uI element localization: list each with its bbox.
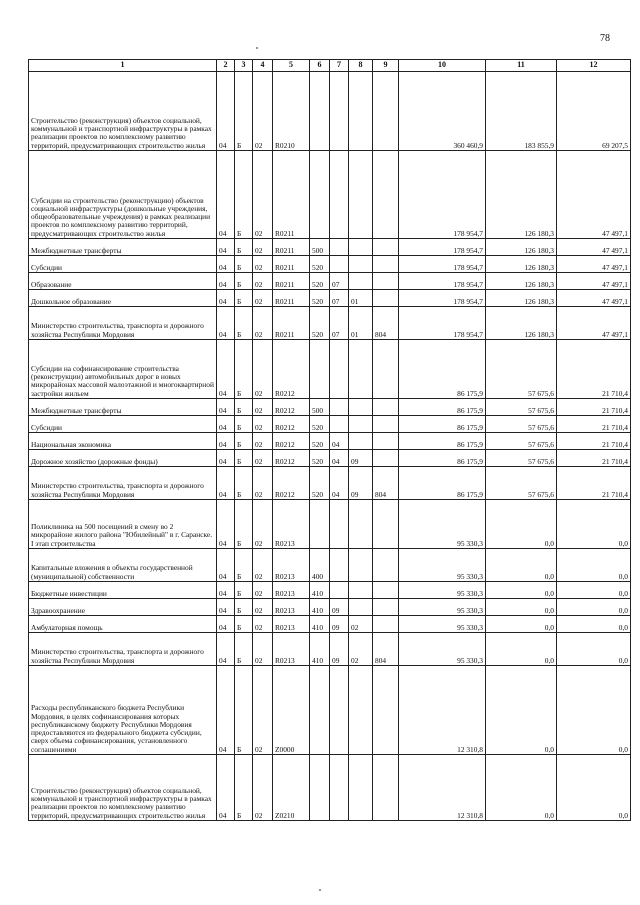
code-cell — [310, 72, 330, 151]
code-cell — [373, 72, 399, 151]
amount-cell: 57 675,6 — [486, 467, 557, 500]
code-cell: 02 — [253, 307, 273, 340]
row-label: Субсидии на софинансирование строительства (реконструкции) автомобильных дорог в новых микрорайонах массовой малоэтажной и многоквартирной застройки жильем — [29, 340, 217, 399]
code-cell: 02 — [253, 599, 273, 616]
row-label: Межбюджетные трансферты — [29, 399, 217, 416]
code-cell: 02 — [253, 416, 273, 433]
code-cell: 04 — [217, 399, 235, 416]
code-cell: Б — [235, 549, 253, 582]
code-cell: 02 — [253, 666, 273, 755]
code-cell: 09 — [330, 633, 349, 666]
row-label: Здравоохранение — [29, 599, 217, 616]
code-cell: 520 — [310, 273, 330, 290]
col-header: 10 — [399, 60, 486, 72]
amount-cell: 57 675,6 — [486, 399, 557, 416]
code-cell: 04 — [217, 273, 235, 290]
code-cell — [330, 340, 349, 399]
code-cell: 04 — [330, 467, 349, 500]
table-row — [29, 633, 631, 666]
code-cell: 02 — [253, 290, 273, 307]
code-cell: 04 — [217, 755, 235, 821]
code-cell: 04 — [217, 616, 235, 633]
row-label: Бюджетные инвестиции — [29, 582, 217, 599]
col-header: 8 — [349, 60, 373, 72]
code-cell — [330, 582, 349, 599]
amount-cell: 95 330,3 — [399, 549, 486, 582]
code-cell: Б — [235, 633, 253, 666]
amount-cell: 57 675,6 — [486, 433, 557, 450]
row-label: Национальная экономика — [29, 433, 217, 450]
code-cell: 04 — [330, 433, 349, 450]
code-cell — [349, 433, 373, 450]
code-cell: 410 — [310, 599, 330, 616]
amount-cell: 178 954,7 — [399, 290, 486, 307]
amount-cell: 0,0 — [557, 633, 631, 666]
code-cell — [330, 256, 349, 273]
code-cell: 09 — [330, 599, 349, 616]
table-row — [29, 433, 631, 450]
code-cell — [330, 239, 349, 256]
code-cell: 04 — [217, 549, 235, 582]
code-cell: R0212 — [273, 340, 310, 399]
code-cell — [330, 549, 349, 582]
code-cell: 04 — [217, 666, 235, 755]
code-cell: Б — [235, 500, 253, 549]
code-cell — [330, 399, 349, 416]
amount-cell: 47 497,1 — [557, 239, 631, 256]
row-label: Поликлиника на 500 посещений в смену во 2 микрорайоне жилого района "Юбилейный" в г. Саранске. I этап строительства — [29, 500, 217, 549]
code-cell — [373, 433, 399, 450]
table-row — [29, 450, 631, 467]
amount-cell: 86 175,9 — [399, 416, 486, 433]
budget-table — [28, 59, 631, 821]
code-cell — [330, 72, 349, 151]
table-row — [29, 467, 631, 500]
amount-cell: 360 460,9 — [399, 72, 486, 151]
row-label: Строительство (реконструкция) объектов социальной, коммунальной и транспортной инфраструктуры в рамках реализации проектов по комплексному развитию территорий, предусматривающих строительство жилья — [29, 72, 217, 151]
code-cell: 520 — [310, 290, 330, 307]
code-cell: R0212 — [273, 467, 310, 500]
code-cell — [349, 72, 373, 151]
code-cell: 520 — [310, 256, 330, 273]
amount-cell: 21 710,4 — [557, 433, 631, 450]
col-header: 6 — [310, 60, 330, 72]
amount-cell: 0,0 — [557, 549, 631, 582]
code-cell: 02 — [253, 467, 273, 500]
col-header: 2 — [217, 60, 235, 72]
code-cell — [330, 666, 349, 755]
code-cell: R0213 — [273, 582, 310, 599]
code-cell: 07 — [330, 307, 349, 340]
code-cell: Б — [235, 340, 253, 399]
table-row — [29, 582, 631, 599]
code-cell: Б — [235, 433, 253, 450]
code-cell: Б — [235, 256, 253, 273]
table-row — [29, 273, 631, 290]
scan-speck — [319, 889, 321, 891]
amount-cell: 86 175,9 — [399, 433, 486, 450]
code-cell: 02 — [253, 755, 273, 821]
code-cell: 520 — [310, 467, 330, 500]
code-cell — [373, 151, 399, 239]
table-row — [29, 755, 631, 821]
row-label: Строительство (реконструкция) объектов социальной, коммунальной и транспортной инфраструктуры в рамках реализации проектов по комплексному развитию территорий, предусматривающих строительство жилья — [29, 755, 217, 821]
amount-cell: 12 310,8 — [399, 755, 486, 821]
code-cell — [310, 500, 330, 549]
table-row — [29, 416, 631, 433]
code-cell: R0211 — [273, 290, 310, 307]
table-row — [29, 549, 631, 582]
code-cell: 02 — [253, 616, 273, 633]
amount-cell: 12 310,8 — [399, 666, 486, 755]
amount-cell: 0,0 — [486, 582, 557, 599]
code-cell: 02 — [349, 633, 373, 666]
table-row — [29, 307, 631, 340]
code-cell: Б — [235, 399, 253, 416]
row-label: Капитальные вложения в объекты государственной (муниципальной) собственности — [29, 549, 217, 582]
code-cell — [330, 500, 349, 549]
code-cell: Б — [235, 582, 253, 599]
col-header: 9 — [373, 60, 399, 72]
code-cell — [349, 416, 373, 433]
amount-cell: 57 675,6 — [486, 450, 557, 467]
row-label: Министерство строительства, транспорта и дорожного хозяйства Республики Мордовия — [29, 307, 217, 340]
amount-cell: 126 180,3 — [486, 239, 557, 256]
code-cell: Б — [235, 307, 253, 340]
code-cell: 04 — [217, 239, 235, 256]
code-cell: 02 — [253, 500, 273, 549]
code-cell: 04 — [217, 582, 235, 599]
amount-cell: 178 954,7 — [399, 256, 486, 273]
amount-cell: 0,0 — [557, 755, 631, 821]
code-cell — [373, 549, 399, 582]
code-cell: 410 — [310, 582, 330, 599]
code-cell: 09 — [349, 450, 373, 467]
code-cell — [373, 500, 399, 549]
code-cell: R0211 — [273, 151, 310, 239]
amount-cell: 126 180,3 — [486, 256, 557, 273]
code-cell — [349, 500, 373, 549]
code-cell: 01 — [349, 290, 373, 307]
code-cell: 02 — [253, 72, 273, 151]
code-cell — [310, 340, 330, 399]
code-cell: 02 — [349, 616, 373, 633]
scan-speck — [256, 47, 258, 49]
code-cell: R0213 — [273, 616, 310, 633]
code-cell — [349, 666, 373, 755]
code-cell — [373, 239, 399, 256]
code-cell: 02 — [253, 256, 273, 273]
code-cell — [349, 599, 373, 616]
amount-cell: 126 180,3 — [486, 151, 557, 239]
code-cell: 04 — [217, 467, 235, 500]
code-cell — [349, 755, 373, 821]
amount-cell: 0,0 — [486, 500, 557, 549]
code-cell — [373, 340, 399, 399]
amount-cell: 47 497,1 — [557, 151, 631, 239]
amount-cell: 21 710,4 — [557, 340, 631, 399]
code-cell: 02 — [253, 239, 273, 256]
row-label: Субсидии на строительство (реконструкцию) объектов социальной инфраструктуры (дошкольные учреждения, общеобразовательные учреждения) в рамках реализации проектов по комплексному развитию территорий, предусматривающих строительство жилья — [29, 151, 217, 239]
code-cell: 04 — [217, 72, 235, 151]
code-cell — [349, 273, 373, 290]
code-cell: 804 — [373, 307, 399, 340]
code-cell: 804 — [373, 633, 399, 666]
code-cell — [373, 290, 399, 307]
amount-cell: 0,0 — [486, 633, 557, 666]
amount-cell: 0,0 — [486, 549, 557, 582]
code-cell: 04 — [217, 500, 235, 549]
row-label: Амбулаторная помощь — [29, 616, 217, 633]
code-cell: 02 — [253, 433, 273, 450]
amount-cell: 0,0 — [557, 666, 631, 755]
table-row — [29, 290, 631, 307]
code-cell: Б — [235, 616, 253, 633]
code-cell — [349, 151, 373, 239]
amount-cell: 86 175,9 — [399, 399, 486, 416]
code-cell: 04 — [217, 433, 235, 450]
code-cell: 07 — [330, 273, 349, 290]
code-cell: 07 — [330, 290, 349, 307]
code-cell: 520 — [310, 433, 330, 450]
amount-cell: 0,0 — [486, 616, 557, 633]
code-cell: 02 — [253, 399, 273, 416]
code-cell — [330, 755, 349, 821]
col-header: 12 — [557, 60, 631, 72]
code-cell — [373, 256, 399, 273]
code-cell: Б — [235, 239, 253, 256]
col-header: 5 — [273, 60, 310, 72]
amount-cell: 178 954,7 — [399, 151, 486, 239]
code-cell — [349, 399, 373, 416]
amount-cell: 86 175,9 — [399, 467, 486, 500]
row-label: Субсидии — [29, 256, 217, 273]
code-cell — [373, 273, 399, 290]
code-cell: 04 — [217, 599, 235, 616]
amount-cell: 21 710,4 — [557, 399, 631, 416]
amount-cell: 0,0 — [486, 666, 557, 755]
code-cell: R0210 — [273, 72, 310, 151]
col-header: 1 — [29, 60, 217, 72]
amount-cell: 178 954,7 — [399, 307, 486, 340]
code-cell: R0212 — [273, 433, 310, 450]
amount-cell: 95 330,3 — [399, 500, 486, 549]
code-cell: Б — [235, 290, 253, 307]
code-cell: 01 — [349, 307, 373, 340]
code-cell: 02 — [253, 582, 273, 599]
code-cell: 02 — [253, 549, 273, 582]
amount-cell: 95 330,3 — [399, 599, 486, 616]
code-cell — [349, 340, 373, 399]
col-header: 11 — [486, 60, 557, 72]
amount-cell: 95 330,3 — [399, 616, 486, 633]
amount-cell: 57 675,6 — [486, 340, 557, 399]
code-cell: 520 — [310, 416, 330, 433]
code-cell: Б — [235, 273, 253, 290]
table-row — [29, 151, 631, 239]
amount-cell: 47 497,1 — [557, 273, 631, 290]
code-cell — [349, 549, 373, 582]
code-cell — [373, 666, 399, 755]
amount-cell: 47 497,1 — [557, 256, 631, 273]
amount-cell: 95 330,3 — [399, 633, 486, 666]
code-cell: R0213 — [273, 599, 310, 616]
table-row — [29, 500, 631, 549]
amount-cell: 21 710,4 — [557, 450, 631, 467]
code-cell: 04 — [217, 290, 235, 307]
code-cell: 02 — [253, 273, 273, 290]
row-label: Дорожное хозяйство (дорожные фонды) — [29, 450, 217, 467]
code-cell: Б — [235, 599, 253, 616]
col-header: 4 — [253, 60, 273, 72]
amount-cell: 57 675,6 — [486, 416, 557, 433]
table-row — [29, 72, 631, 151]
amount-cell: 178 954,7 — [399, 273, 486, 290]
code-cell: R0213 — [273, 633, 310, 666]
code-cell — [349, 239, 373, 256]
code-cell: R0213 — [273, 549, 310, 582]
amount-cell: 178 954,7 — [399, 239, 486, 256]
amount-cell: 47 497,1 — [557, 290, 631, 307]
amount-cell: 0,0 — [486, 599, 557, 616]
code-cell: 04 — [217, 450, 235, 467]
table-row — [29, 239, 631, 256]
code-cell — [373, 399, 399, 416]
row-label: Образование — [29, 273, 217, 290]
code-cell — [330, 151, 349, 239]
code-cell: R0211 — [273, 239, 310, 256]
code-cell: Б — [235, 416, 253, 433]
row-label: Министерство строительства, транспорта и дорожного хозяйства Республики Мордовия — [29, 633, 217, 666]
col-header: 3 — [235, 60, 253, 72]
code-cell: R0211 — [273, 273, 310, 290]
code-cell: 02 — [253, 450, 273, 467]
code-cell: R0212 — [273, 416, 310, 433]
page-number: 78 — [600, 33, 610, 44]
col-header: 7 — [330, 60, 349, 72]
column-number-header — [29, 60, 631, 72]
code-cell: 04 — [217, 256, 235, 273]
amount-cell: 183 855,9 — [486, 72, 557, 151]
code-cell: 04 — [330, 450, 349, 467]
table-row — [29, 340, 631, 399]
table-row — [29, 256, 631, 273]
code-cell — [330, 416, 349, 433]
code-cell — [310, 151, 330, 239]
table-row — [29, 599, 631, 616]
amount-cell: 95 330,3 — [399, 582, 486, 599]
table-row — [29, 399, 631, 416]
amount-cell: 69 207,5 — [557, 72, 631, 151]
amount-cell: 21 710,4 — [557, 416, 631, 433]
code-cell: 04 — [217, 340, 235, 399]
code-cell — [373, 582, 399, 599]
row-label: Межбюджетные трансферты — [29, 239, 217, 256]
code-cell: 04 — [217, 633, 235, 666]
code-cell: Б — [235, 72, 253, 151]
amount-cell: 86 175,9 — [399, 340, 486, 399]
code-cell: R0211 — [273, 307, 310, 340]
code-cell: 520 — [310, 307, 330, 340]
amount-cell: 21 710,4 — [557, 467, 631, 500]
amount-cell: 0,0 — [557, 599, 631, 616]
code-cell — [310, 755, 330, 821]
amount-cell: 86 175,9 — [399, 450, 486, 467]
code-cell: 04 — [217, 307, 235, 340]
amount-cell: 126 180,3 — [486, 307, 557, 340]
code-cell: Б — [235, 151, 253, 239]
code-cell: Б — [235, 666, 253, 755]
amount-cell: 126 180,3 — [486, 273, 557, 290]
code-cell: Z0000 — [273, 666, 310, 755]
code-cell — [373, 755, 399, 821]
amount-cell: 0,0 — [486, 755, 557, 821]
amount-cell: 126 180,3 — [486, 290, 557, 307]
code-cell: 02 — [253, 633, 273, 666]
code-cell — [373, 616, 399, 633]
code-cell: 400 — [310, 549, 330, 582]
code-cell: 09 — [330, 616, 349, 633]
code-cell: Б — [235, 755, 253, 821]
code-cell: Б — [235, 467, 253, 500]
code-cell: 02 — [253, 340, 273, 399]
table-row — [29, 616, 631, 633]
amount-cell: 0,0 — [557, 616, 631, 633]
code-cell: 04 — [217, 416, 235, 433]
code-cell: Б — [235, 450, 253, 467]
code-cell: 500 — [310, 399, 330, 416]
code-cell: 410 — [310, 633, 330, 666]
row-label: Дошкольное образование — [29, 290, 217, 307]
code-cell: 09 — [349, 467, 373, 500]
code-cell: 04 — [217, 151, 235, 239]
code-cell: R0211 — [273, 256, 310, 273]
code-cell — [349, 256, 373, 273]
code-cell: 02 — [253, 151, 273, 239]
row-label: Субсидии — [29, 416, 217, 433]
table-row — [29, 666, 631, 755]
amount-cell: 47 497,1 — [557, 307, 631, 340]
code-cell: 804 — [373, 467, 399, 500]
row-label: Министерство строительства, транспорта и дорожного хозяйства Республики Мордовия — [29, 467, 217, 500]
code-cell: 520 — [310, 450, 330, 467]
code-cell — [373, 599, 399, 616]
row-label: Расходы республиканского бюджета Республики Мордовия, в целях софинансирования которых республиканскому бюджету Республики Мордовия предоставляются из федерального бюджета субсидии, сверх объема софинансирования, установленного соглашениями — [29, 666, 217, 755]
code-cell — [373, 450, 399, 467]
code-cell: 500 — [310, 239, 330, 256]
code-cell: Z0210 — [273, 755, 310, 821]
table-body — [29, 72, 631, 821]
code-cell — [349, 582, 373, 599]
amount-cell: 0,0 — [557, 500, 631, 549]
code-cell — [310, 666, 330, 755]
code-cell: 410 — [310, 616, 330, 633]
code-cell: R0212 — [273, 399, 310, 416]
code-cell: R0212 — [273, 450, 310, 467]
code-cell: R0213 — [273, 500, 310, 549]
code-cell — [373, 416, 399, 433]
amount-cell: 0,0 — [557, 582, 631, 599]
